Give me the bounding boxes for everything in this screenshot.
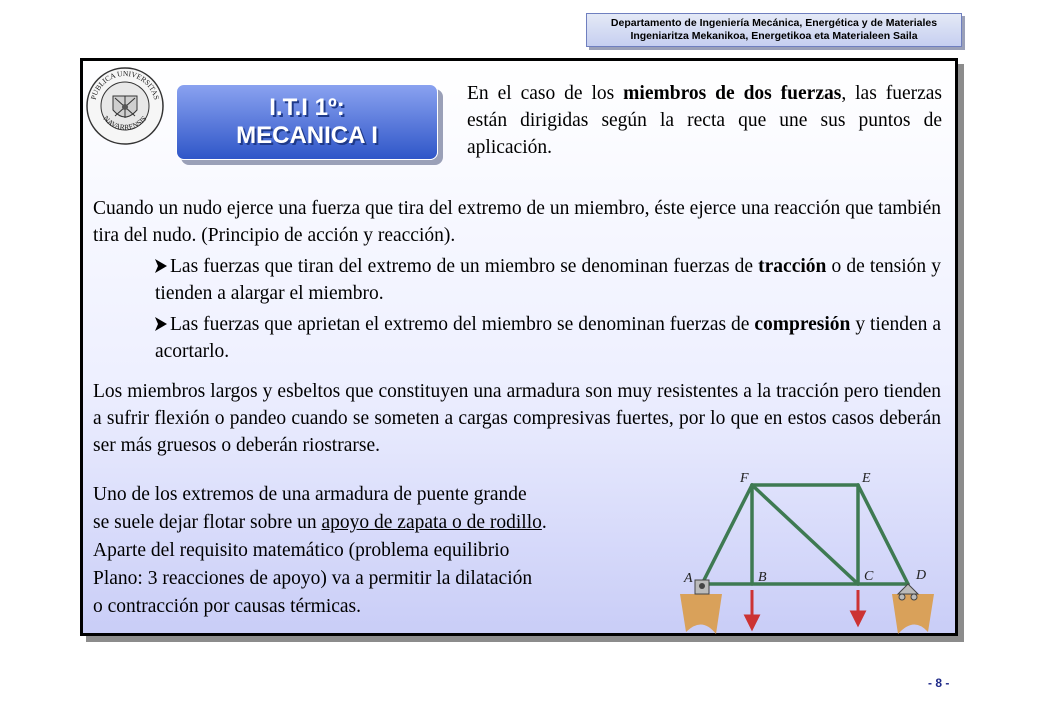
course-code: I.T.I 1º: [269, 94, 345, 121]
action-reaction-paragraph: Cuando un nudo ejerce una fuerza que tira del extremo de un miembro, éste ejerce una reacción que también tira del nudo. (Principio de acción y reacción). [93, 198, 941, 246]
department-name-es: Departamento de Ingeniería Mecánica, Energética y de Materiales [610, 17, 938, 29]
department-header [586, 13, 962, 47]
node-label-C: C [864, 569, 874, 584]
course-name: MECANICA I [236, 122, 378, 149]
node-label-B: B [758, 570, 767, 585]
seal-text-top: PUBLICA UNIVERSITAS [88, 68, 162, 101]
roller-support-paragraph: Uno de los extremos de una armadura de puente grande se suele dejar flotar sobre un apoyo de zapata o de rodillo. Aparte del requisito matemático (problema equilibrio Plano: 3 reacciones de apoyo) va a permitir la dilatación o contracción por causas térmicas. [93, 484, 547, 617]
department-name-eu: Ingeniaritza Mekanikoa, Energetikoa eta Materialeen Saila [630, 30, 918, 42]
tension-term: tracción [758, 256, 827, 277]
member-FC [752, 485, 858, 584]
compression-bullet: Las fuerzas que aprietan el extremo del miembro se denominan fuerzas de compresión y tienden a acortarlo. [155, 314, 941, 362]
node-label-D: D [916, 568, 927, 583]
arrow-bullet-icon [155, 259, 167, 273]
node-label-E: E [862, 471, 871, 486]
tension-bullet: Las fuerzas que tiran del extremo de un miembro se denominan fuerzas de tracción o de tensión y tienden a alargar el miembro. [155, 256, 941, 304]
roller-support-term: apoyo de zapata o de rodillo [321, 512, 542, 533]
seal-text-bottom: NAVARRENSIS [101, 114, 149, 132]
node-label-F: F [740, 471, 749, 486]
university-seal-icon [85, 66, 165, 146]
page-number: - 8 - [928, 676, 950, 690]
member-AF [702, 485, 752, 584]
arrow-bullet-icon [155, 317, 167, 331]
bridge-truss-diagram [676, 466, 946, 636]
node-label-A: A [684, 571, 693, 586]
slender-members-paragraph: Los miembros largos y esbeltos que constituyen una armadura son muy resistentes a la tracción pero tienden a sufrir flexión o pandeo cuando se someten a cargas compresivas fuertes, por lo que en estos casos deberán ser más gruesos o deberán riostrarse. [93, 381, 941, 456]
course-badge [176, 84, 438, 160]
two-force-members-term: miembros de dos fuerzas [623, 83, 842, 104]
intro-paragraph: En el caso de los miembros de dos fuerzas, las fuerzas están dirigidas según la recta que une sus puntos de aplicación. [467, 83, 943, 158]
left-ground [680, 594, 722, 634]
compression-term: compresión [754, 314, 851, 335]
